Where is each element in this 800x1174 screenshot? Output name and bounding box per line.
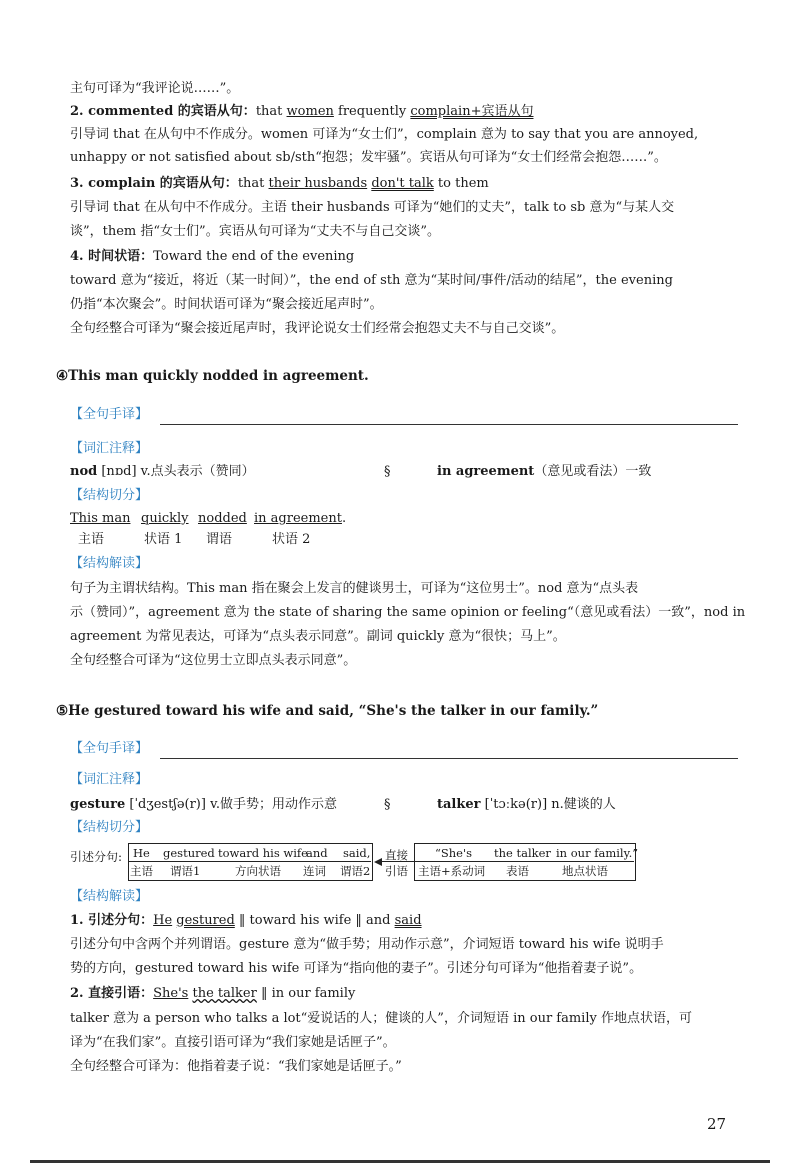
cell-in-our-family: in our family.” [556,846,639,860]
text: Toward the end of the evening [153,249,355,264]
s4-translation-blank[interactable] [160,424,738,425]
role-predicate: 谓语 [206,532,233,547]
point-3-line-1 [70,175,489,193]
point-2-line-2: 引导词 that 在从句中不作成分。women 可译为“女士们”，complain 意为 to say that you are annoyed, [70,127,699,142]
s5-point-2-line-2: talker 意为 a person who talks a lot“爱说话的人；健谈的人”，介词短语 in our family 作地点状语，可 [70,1011,692,1026]
s4-vocab-line-2 [437,463,651,481]
text: frequently [333,104,411,119]
s4-analysis-line-3: agreement 为常见表达，可译为“点头表示同意”。副词 quickly 意为“很快；马上”。 [70,629,566,644]
cell-subject: 主语 [130,864,153,878]
reported-clause-label: 引述分句: [70,850,123,864]
predicate-underlined: don't talk [371,176,434,191]
s5-point-2-line-3: 译为“在我们家”。直接引语可译为“我们家她是话匣子”。 [70,1035,396,1050]
point-4-line-2: toward 意为“接近，将近（某一时间）”，the end of sth 意为“某时间/事件/活动的结尾”，the evening [70,273,673,288]
s4-analysis-summary: 全句经整合可译为“这位男士立即点头表示同意”。 [70,653,357,668]
text: to them [433,176,489,191]
page-number: 27 [707,1115,727,1133]
predicate-underlined: said [394,913,422,928]
word-predicate: nodded [198,511,247,526]
divider [128,861,371,862]
point-2-line-1 [70,103,533,121]
text: ‖ in our family [256,986,356,1001]
role-adverbial-2: 状语 2 [272,532,311,547]
arrow-line [380,861,414,862]
s4-analysis-line-2: 示（赞同）”，agreement 意为 the state of sharing the same opinion or feeling“（意见或看法）一致”，nod in [70,605,746,620]
sentence-4-title: ④This man quickly nodded in agreement. [56,368,369,384]
vocab-word: in agreement [437,464,535,479]
subject-underlined: their husbands [268,176,368,191]
vocab-word: talker [437,797,481,812]
cell-gestured: gestured [163,846,215,860]
predicate-underlined: complain+宾语从句 [410,104,534,119]
s4-vocab-line [70,463,255,481]
direct-label-bottom: 引语 [385,864,408,878]
text: that [255,104,287,119]
s5-translation-blank[interactable] [160,758,738,759]
predicative-underlined: the talker [192,986,257,1001]
point-heading: 1. 引述分句： [70,913,154,928]
cell-predicative: 表语 [506,864,529,878]
point-4-line-1 [70,248,354,266]
point-4-line-3: 仍指“本次聚会”。时间状语可译为“聚会接近尾声时”。 [70,297,383,312]
s4-structure-label: 【结构切分】 [70,488,149,503]
cell-he: He [133,846,150,860]
section-separator: § [384,464,391,479]
intro-line-1: 主句可译为“我评论说……”。 [70,81,240,96]
period: . [341,511,347,526]
vocab-def: （意见或看法）一致 [534,464,652,479]
point-heading: 2. 直接引语： [70,986,154,1001]
cell-the-talker: the talker [494,846,551,860]
vocab-def: [ˈtɔːkə(r)] n.健谈的人 [480,797,616,812]
cell-subject-linking: 主语+系动词 [418,864,486,878]
vocab-def: [nɒd] v.点头表示（赞同） [97,464,255,479]
s5-point-1-line-3: 势的方向，gestured toward his wife 可译为“指向他的妻子”。引述分句可译为“他指着妻子说”。 [70,961,643,976]
divider [414,861,634,862]
s4-analysis-label: 【结构解读】 [70,556,149,571]
s4-vocab-label: 【词汇注释】 [70,441,149,456]
cell-place-adverbial: 地点状语 [562,864,608,878]
point-4-heading: 4. 时间状语： [70,249,154,264]
point-3-line-2: 引导词 that 在从句中不作成分。主语 their husbands 可译为“她们的丈夫”，talk to sb 意为“与某人交 [70,200,675,215]
s5-full-translation-label: 【全句手译】 [70,741,149,756]
s4-analysis-line-1: 句子为主谓状结构。This man 指在聚会上发言的健谈男士，可译为“这位男士”。nod 意为“点头表 [70,581,639,596]
text: that [237,176,269,191]
s5-point-1-line-1 [70,912,422,930]
footer-rule [30,1160,770,1163]
section-separator: § [384,797,391,812]
point-2-line-3: unhappy or not satisfied about sb/sth“抱怨；发牢骚”。宾语从句可译为“女士们经常会抱怨……”。 [70,150,667,165]
s5-structure-label: 【结构切分】 [70,820,149,835]
vocab-word: gesture [70,797,126,812]
s5-analysis-label: 【结构解读】 [70,889,149,904]
role-adverbial-1: 状语 1 [144,532,183,547]
s4-full-translation-label: 【全句手译】 [70,407,149,422]
cell-toward: toward his wife [218,846,308,860]
word-adverbial-2: in agreement [254,511,342,526]
subject-underlined: He [153,913,173,928]
direct-label-top: 直接 [385,848,408,862]
s5-point-2-line-1 [70,985,355,1003]
vocab-word: nod [70,464,98,479]
arrow-left-icon [374,858,382,866]
cell-conjunction: 连词 [303,864,326,878]
point-3-heading: 3. complain 的宾语从句： [70,176,238,191]
cell-direction: 方向状语 [235,864,281,878]
sentence-5-title: ⑤He gestured toward his wife and said, “She's the talker in our family.” [56,703,599,719]
point-2-heading: 2. commented 的宾语从句： [70,104,256,119]
summary-line: 全句经整合可译为“聚会接近尾声时，我评论说女士们经常会抱怨丈夫不与自己交谈”。 [70,321,565,336]
s5-vocab-line-2 [437,796,616,814]
cell-predicate-1: 谓语1 [170,864,201,878]
s5-point-1-line-2: 引述分句中含两个并列谓语。gesture 意为“做手势；用动作示意”，介词短语 toward his wife 说明手 [70,937,664,952]
cell-shes: “She's [435,846,473,860]
word-adverbial-1: quickly [141,511,189,526]
subject-underlined: She's [153,986,189,1001]
cell-and: and [306,846,328,860]
text: ‖ toward his wife ‖ and [234,913,395,928]
word-subject: This man [70,511,131,526]
role-subject: 主语 [78,532,105,547]
cell-said: said, [343,846,371,860]
s5-analysis-summary: 全句经整合可译为：他指着妻子说：“我们家她是话匣子。” [70,1059,402,1074]
predicate-underlined: gestured [176,913,235,928]
point-3-line-3: 谈”，them 指“女士们”。宾语从句可译为“丈夫不与自己交谈”。 [70,224,440,239]
vocab-def: [ˈdʒestʃə(r)] v.做手势；用动作示意 [125,797,338,812]
s5-vocab-label: 【词汇注释】 [70,772,149,787]
cell-predicate-2: 谓语2 [340,864,371,878]
s4-structure-words [70,510,130,528]
s5-vocab-line [70,796,337,814]
subject-underlined: women [286,104,334,119]
